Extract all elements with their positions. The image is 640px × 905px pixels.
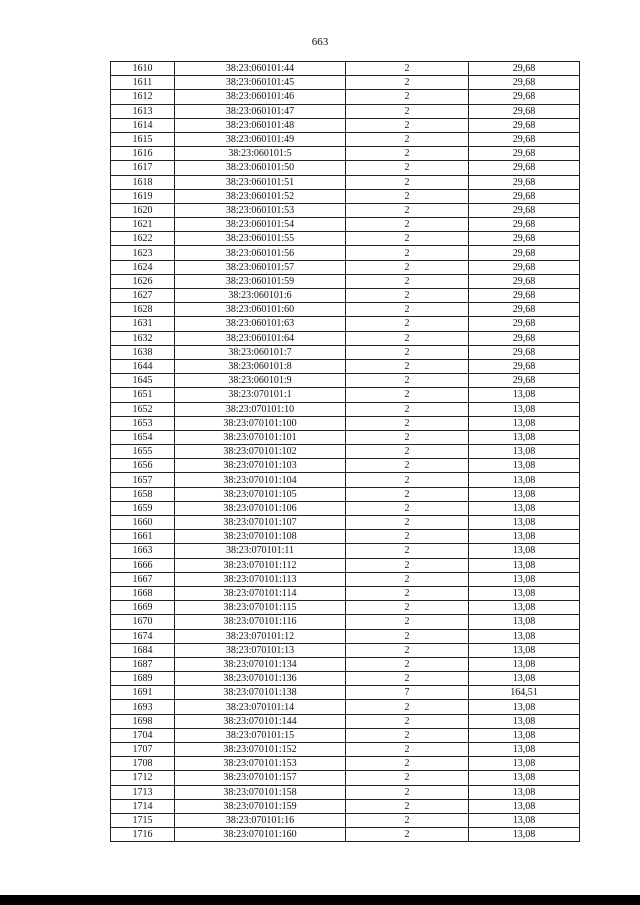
row-number-cell: 1660 <box>111 516 175 530</box>
count-cell: 2 <box>346 132 469 146</box>
count-cell: 2 <box>346 799 469 813</box>
table-row <box>111 544 580 558</box>
value-cell: 29,68 <box>469 118 580 132</box>
row-number-cell: 1651 <box>111 388 175 402</box>
value-cell: 13,08 <box>469 785 580 799</box>
value-cell: 13,08 <box>469 728 580 742</box>
row-number-cell: 1652 <box>111 402 175 416</box>
cadastral-number-cell: 38:23:060101:46 <box>175 90 346 104</box>
row-number-cell: 1712 <box>111 771 175 785</box>
row-number-cell: 1714 <box>111 799 175 813</box>
row-number-cell: 1632 <box>111 331 175 345</box>
value-cell: 13,08 <box>469 672 580 686</box>
row-number-cell: 1669 <box>111 601 175 615</box>
table-row <box>111 104 580 118</box>
value-cell: 13,08 <box>469 629 580 643</box>
table-row <box>111 331 580 345</box>
table-row <box>111 203 580 217</box>
count-cell: 2 <box>346 203 469 217</box>
value-cell: 29,68 <box>469 218 580 232</box>
table-row <box>111 161 580 175</box>
count-cell: 2 <box>346 785 469 799</box>
value-cell: 13,08 <box>469 558 580 572</box>
count-cell: 2 <box>346 657 469 671</box>
count-cell: 2 <box>346 416 469 430</box>
count-cell: 2 <box>346 544 469 558</box>
count-cell: 2 <box>346 218 469 232</box>
count-cell: 2 <box>346 700 469 714</box>
count-cell: 2 <box>346 558 469 572</box>
count-cell: 2 <box>346 331 469 345</box>
table-row <box>111 615 580 629</box>
value-cell: 13,08 <box>469 501 580 515</box>
table-row <box>111 672 580 686</box>
value-cell: 13,08 <box>469 757 580 771</box>
value-cell: 29,68 <box>469 132 580 146</box>
value-cell: 29,68 <box>469 246 580 260</box>
count-cell: 2 <box>346 743 469 757</box>
count-cell: 2 <box>346 516 469 530</box>
cadastral-number-cell: 38:23:070101:153 <box>175 757 346 771</box>
row-number-cell: 1668 <box>111 586 175 600</box>
value-cell: 13,08 <box>469 416 580 430</box>
value-cell: 13,08 <box>469 473 580 487</box>
count-cell: 2 <box>346 260 469 274</box>
cadastral-number-cell: 38:23:070101:104 <box>175 473 346 487</box>
table-row <box>111 743 580 757</box>
value-cell: 13,08 <box>469 388 580 402</box>
value-cell: 13,08 <box>469 700 580 714</box>
value-cell: 29,68 <box>469 62 580 76</box>
registry-table-body <box>111 62 580 842</box>
cadastral-number-cell: 38:23:070101:12 <box>175 629 346 643</box>
table-row <box>111 132 580 146</box>
cadastral-number-cell: 38:23:070101:115 <box>175 601 346 615</box>
cadastral-number-cell: 38:23:070101:11 <box>175 544 346 558</box>
table-row <box>111 90 580 104</box>
cadastral-number-cell: 38:23:060101:64 <box>175 331 346 345</box>
row-number-cell: 1656 <box>111 459 175 473</box>
count-cell: 2 <box>346 76 469 90</box>
row-number-cell: 1713 <box>111 785 175 799</box>
cadastral-number-cell: 38:23:060101:56 <box>175 246 346 260</box>
cadastral-number-cell: 38:23:070101:136 <box>175 672 346 686</box>
table-row <box>111 359 580 373</box>
table-row <box>111 629 580 643</box>
cadastral-number-cell: 38:23:060101:5 <box>175 147 346 161</box>
count-cell: 2 <box>346 161 469 175</box>
scan-bottom-edge <box>0 895 640 905</box>
value-cell: 13,08 <box>469 530 580 544</box>
count-cell: 2 <box>346 289 469 303</box>
count-cell: 2 <box>346 714 469 728</box>
table-row <box>111 516 580 530</box>
count-cell: 2 <box>346 728 469 742</box>
cadastral-number-cell: 38:23:060101:60 <box>175 303 346 317</box>
count-cell: 2 <box>346 345 469 359</box>
cadastral-number-cell: 38:23:060101:6 <box>175 289 346 303</box>
value-cell: 29,68 <box>469 203 580 217</box>
row-number-cell: 1644 <box>111 359 175 373</box>
cadastral-number-cell: 38:23:070101:10 <box>175 402 346 416</box>
row-number-cell: 1612 <box>111 90 175 104</box>
table-row <box>111 657 580 671</box>
row-number-cell: 1663 <box>111 544 175 558</box>
count-cell: 2 <box>346 430 469 444</box>
cadastral-number-cell: 38:23:070101:152 <box>175 743 346 757</box>
value-cell: 164,51 <box>469 686 580 700</box>
row-number-cell: 1658 <box>111 487 175 501</box>
row-number-cell: 1715 <box>111 813 175 827</box>
count-cell: 2 <box>346 104 469 118</box>
value-cell: 29,68 <box>469 331 580 345</box>
table-row <box>111 218 580 232</box>
value-cell: 29,68 <box>469 189 580 203</box>
value-cell: 13,08 <box>469 586 580 600</box>
table-row <box>111 728 580 742</box>
count-cell: 2 <box>346 828 469 842</box>
count-cell: 2 <box>346 586 469 600</box>
value-cell: 13,08 <box>469 572 580 586</box>
cadastral-number-cell: 38:23:070101:103 <box>175 459 346 473</box>
table-row <box>111 828 580 842</box>
cadastral-number-cell: 38:23:060101:7 <box>175 345 346 359</box>
row-number-cell: 1620 <box>111 203 175 217</box>
count-cell: 2 <box>346 771 469 785</box>
table-row <box>111 118 580 132</box>
table-row <box>111 643 580 657</box>
row-number-cell: 1655 <box>111 445 175 459</box>
value-cell: 13,08 <box>469 445 580 459</box>
value-cell: 29,68 <box>469 232 580 246</box>
count-cell: 2 <box>346 615 469 629</box>
cadastral-number-cell: 38:23:070101:160 <box>175 828 346 842</box>
row-number-cell: 1631 <box>111 317 175 331</box>
table-row <box>111 813 580 827</box>
value-cell: 29,68 <box>469 317 580 331</box>
cadastral-number-cell: 38:23:070101:138 <box>175 686 346 700</box>
row-number-cell: 1627 <box>111 289 175 303</box>
row-number-cell: 1693 <box>111 700 175 714</box>
cadastral-number-cell: 38:23:060101:51 <box>175 175 346 189</box>
row-number-cell: 1611 <box>111 76 175 90</box>
value-cell: 13,08 <box>469 544 580 558</box>
value-cell: 29,68 <box>469 104 580 118</box>
value-cell: 29,68 <box>469 147 580 161</box>
value-cell: 13,08 <box>469 487 580 501</box>
value-cell: 13,08 <box>469 643 580 657</box>
value-cell: 29,68 <box>469 161 580 175</box>
count-cell: 2 <box>346 643 469 657</box>
cadastral-number-cell: 38:23:070101:106 <box>175 501 346 515</box>
cadastral-number-cell: 38:23:070101:114 <box>175 586 346 600</box>
table-row <box>111 303 580 317</box>
row-number-cell: 1622 <box>111 232 175 246</box>
cadastral-number-cell: 38:23:070101:16 <box>175 813 346 827</box>
row-number-cell: 1674 <box>111 629 175 643</box>
table-row <box>111 374 580 388</box>
row-number-cell: 1716 <box>111 828 175 842</box>
cadastral-number-cell: 38:23:060101:52 <box>175 189 346 203</box>
value-cell: 29,68 <box>469 374 580 388</box>
count-cell: 2 <box>346 175 469 189</box>
table-row <box>111 289 580 303</box>
count-cell: 2 <box>346 402 469 416</box>
value-cell: 13,08 <box>469 813 580 827</box>
row-number-cell: 1704 <box>111 728 175 742</box>
table-row <box>111 572 580 586</box>
count-cell: 2 <box>346 62 469 76</box>
count-cell: 2 <box>346 445 469 459</box>
row-number-cell: 1657 <box>111 473 175 487</box>
cadastral-number-cell: 38:23:060101:63 <box>175 317 346 331</box>
cadastral-number-cell: 38:23:070101:134 <box>175 657 346 671</box>
table-row <box>111 473 580 487</box>
table-row <box>111 757 580 771</box>
row-number-cell: 1610 <box>111 62 175 76</box>
count-cell: 2 <box>346 629 469 643</box>
count-cell: 2 <box>346 487 469 501</box>
cadastral-number-cell: 38:23:070101:159 <box>175 799 346 813</box>
cadastral-number-cell: 38:23:060101:59 <box>175 274 346 288</box>
row-number-cell: 1687 <box>111 657 175 671</box>
count-cell: 2 <box>346 530 469 544</box>
table-row <box>111 487 580 501</box>
table-row <box>111 501 580 515</box>
row-number-cell: 1666 <box>111 558 175 572</box>
value-cell: 29,68 <box>469 303 580 317</box>
row-number-cell: 1613 <box>111 104 175 118</box>
table-row <box>111 714 580 728</box>
row-number-cell: 1628 <box>111 303 175 317</box>
table-row <box>111 558 580 572</box>
cadastral-number-cell: 38:23:070101:158 <box>175 785 346 799</box>
row-number-cell: 1618 <box>111 175 175 189</box>
table-row <box>111 388 580 402</box>
value-cell: 29,68 <box>469 345 580 359</box>
row-number-cell: 1621 <box>111 218 175 232</box>
cadastral-number-cell: 38:23:070101:108 <box>175 530 346 544</box>
table-row <box>111 445 580 459</box>
row-number-cell: 1707 <box>111 743 175 757</box>
table-row <box>111 785 580 799</box>
table-row <box>111 232 580 246</box>
cadastral-number-cell: 38:23:070101:13 <box>175 643 346 657</box>
row-number-cell: 1654 <box>111 430 175 444</box>
row-number-cell: 1617 <box>111 161 175 175</box>
cadastral-number-cell: 38:23:060101:44 <box>175 62 346 76</box>
cadastral-number-cell: 38:23:070101:101 <box>175 430 346 444</box>
cadastral-number-cell: 38:23:070101:107 <box>175 516 346 530</box>
row-number-cell: 1616 <box>111 147 175 161</box>
row-number-cell: 1626 <box>111 274 175 288</box>
table-row <box>111 246 580 260</box>
cadastral-number-cell: 38:23:060101:45 <box>175 76 346 90</box>
cadastral-number-cell: 38:23:060101:53 <box>175 203 346 217</box>
cadastral-number-cell: 38:23:070101:112 <box>175 558 346 572</box>
value-cell: 13,08 <box>469 771 580 785</box>
cadastral-number-cell: 38:23:070101:113 <box>175 572 346 586</box>
count-cell: 2 <box>346 813 469 827</box>
count-cell: 2 <box>346 601 469 615</box>
count-cell: 2 <box>346 232 469 246</box>
row-number-cell: 1698 <box>111 714 175 728</box>
row-number-cell: 1659 <box>111 501 175 515</box>
table-row <box>111 260 580 274</box>
count-cell: 2 <box>346 374 469 388</box>
count-cell: 2 <box>346 317 469 331</box>
row-number-cell: 1619 <box>111 189 175 203</box>
count-cell: 2 <box>346 189 469 203</box>
row-number-cell: 1645 <box>111 374 175 388</box>
value-cell: 13,08 <box>469 828 580 842</box>
table-row <box>111 430 580 444</box>
cadastral-number-cell: 38:23:070101:1 <box>175 388 346 402</box>
count-cell: 2 <box>346 118 469 132</box>
table-row <box>111 402 580 416</box>
cadastral-number-cell: 38:23:060101:48 <box>175 118 346 132</box>
cadastral-number-cell: 38:23:060101:54 <box>175 218 346 232</box>
table-row <box>111 586 580 600</box>
count-cell: 2 <box>346 572 469 586</box>
value-cell: 29,68 <box>469 76 580 90</box>
value-cell: 13,08 <box>469 402 580 416</box>
cadastral-number-cell: 38:23:070101:102 <box>175 445 346 459</box>
count-cell: 2 <box>346 757 469 771</box>
value-cell: 29,68 <box>469 359 580 373</box>
value-cell: 13,08 <box>469 799 580 813</box>
cadastral-number-cell: 38:23:060101:49 <box>175 132 346 146</box>
count-cell: 7 <box>346 686 469 700</box>
registry-table <box>110 61 580 842</box>
count-cell: 2 <box>346 459 469 473</box>
value-cell: 13,08 <box>469 615 580 629</box>
table-row <box>111 175 580 189</box>
cadastral-number-cell: 38:23:060101:8 <box>175 359 346 373</box>
table-row <box>111 62 580 76</box>
value-cell: 29,68 <box>469 260 580 274</box>
count-cell: 2 <box>346 501 469 515</box>
cadastral-number-cell: 38:23:070101:157 <box>175 771 346 785</box>
row-number-cell: 1614 <box>111 118 175 132</box>
row-number-cell: 1653 <box>111 416 175 430</box>
value-cell: 13,08 <box>469 657 580 671</box>
row-number-cell: 1708 <box>111 757 175 771</box>
cadastral-number-cell: 38:23:060101:55 <box>175 232 346 246</box>
page-number: 663 <box>311 36 329 48</box>
table-row <box>111 601 580 615</box>
value-cell: 13,08 <box>469 714 580 728</box>
row-number-cell: 1684 <box>111 643 175 657</box>
table-row <box>111 345 580 359</box>
value-cell: 29,68 <box>469 175 580 189</box>
count-cell: 2 <box>346 246 469 260</box>
cadastral-number-cell: 38:23:070101:100 <box>175 416 346 430</box>
table-row <box>111 530 580 544</box>
cadastral-number-cell: 38:23:070101:14 <box>175 700 346 714</box>
count-cell: 2 <box>346 672 469 686</box>
row-number-cell: 1623 <box>111 246 175 260</box>
value-cell: 13,08 <box>469 430 580 444</box>
table-row <box>111 459 580 473</box>
row-number-cell: 1689 <box>111 672 175 686</box>
cadastral-number-cell: 38:23:070101:116 <box>175 615 346 629</box>
cadastral-number-cell: 38:23:060101:57 <box>175 260 346 274</box>
cadastral-number-cell: 38:23:070101:105 <box>175 487 346 501</box>
cadastral-number-cell: 38:23:070101:144 <box>175 714 346 728</box>
table-row <box>111 771 580 785</box>
cadastral-number-cell: 38:23:060101:9 <box>175 374 346 388</box>
count-cell: 2 <box>346 147 469 161</box>
table-row <box>111 686 580 700</box>
row-number-cell: 1691 <box>111 686 175 700</box>
value-cell: 29,68 <box>469 90 580 104</box>
table-row <box>111 317 580 331</box>
cadastral-number-cell: 38:23:070101:15 <box>175 728 346 742</box>
count-cell: 2 <box>346 388 469 402</box>
count-cell: 2 <box>346 90 469 104</box>
row-number-cell: 1638 <box>111 345 175 359</box>
count-cell: 2 <box>346 359 469 373</box>
table-row <box>111 189 580 203</box>
row-number-cell: 1615 <box>111 132 175 146</box>
row-number-cell: 1624 <box>111 260 175 274</box>
row-number-cell: 1661 <box>111 530 175 544</box>
table-row <box>111 147 580 161</box>
row-number-cell: 1670 <box>111 615 175 629</box>
count-cell: 2 <box>346 473 469 487</box>
table-row <box>111 274 580 288</box>
value-cell: 13,08 <box>469 459 580 473</box>
value-cell: 29,68 <box>469 274 580 288</box>
count-cell: 2 <box>346 303 469 317</box>
cadastral-number-cell: 38:23:060101:47 <box>175 104 346 118</box>
value-cell: 13,08 <box>469 743 580 757</box>
row-number-cell: 1667 <box>111 572 175 586</box>
value-cell: 29,68 <box>469 289 580 303</box>
value-cell: 13,08 <box>469 516 580 530</box>
table-row <box>111 700 580 714</box>
table-row <box>111 799 580 813</box>
value-cell: 13,08 <box>469 601 580 615</box>
count-cell: 2 <box>346 274 469 288</box>
table-row <box>111 416 580 430</box>
table-row <box>111 76 580 90</box>
cadastral-number-cell: 38:23:060101:50 <box>175 161 346 175</box>
